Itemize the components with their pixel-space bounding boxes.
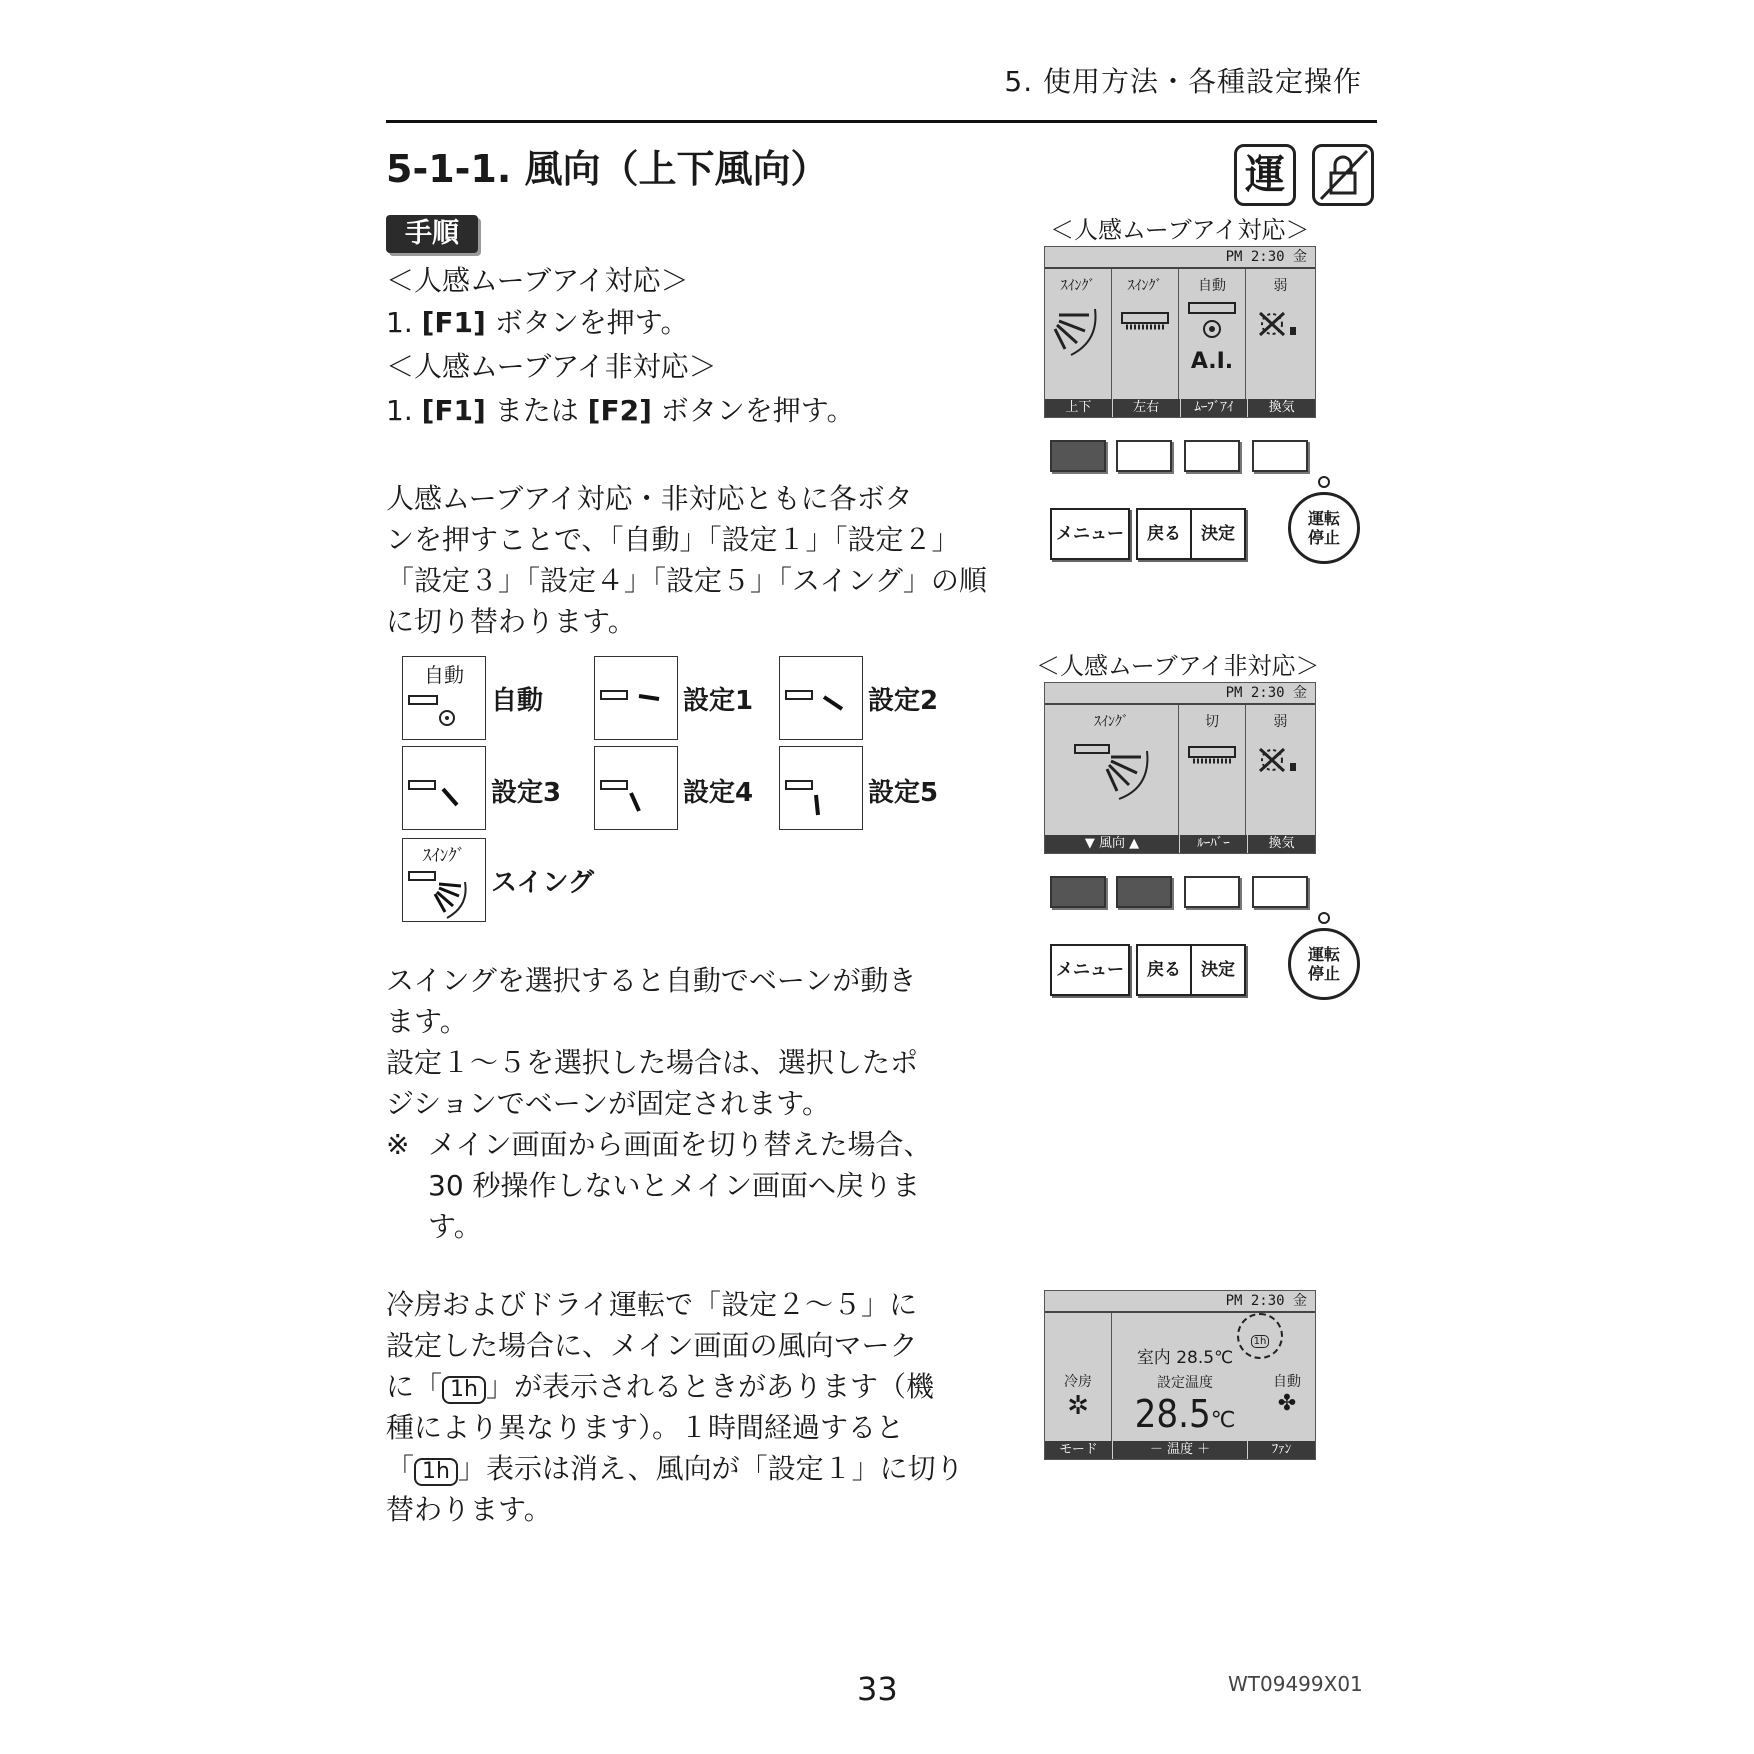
- icon-setting-3: [402, 746, 486, 830]
- label-swing: スイング: [491, 868, 594, 898]
- label-setting-5: 設定5: [868, 778, 939, 808]
- lcd-main-screen: [1044, 1290, 1316, 1460]
- text-line: 種により異なります）。１時間経過すると: [386, 1411, 905, 1444]
- screen1-caption: ＜人感ムーブアイ対応＞: [1050, 216, 1310, 244]
- key-f1: [F1]: [421, 394, 486, 427]
- run-stop-button[interactable]: 運転 停止: [1288, 492, 1360, 564]
- f4-button[interactable]: [1252, 440, 1308, 472]
- back-button[interactable]: 戻る: [1136, 508, 1192, 560]
- snowflake-icon: ✲: [1067, 1391, 1089, 1421]
- label-setting-1: 設定1: [683, 686, 754, 716]
- lcd-screen-standard: [1044, 682, 1316, 854]
- vane-setting-4-icon: [595, 747, 677, 829]
- icon-swing: [402, 838, 486, 922]
- 1h-badge: 1h: [442, 1376, 486, 1404]
- icon-auto: [402, 656, 486, 740]
- lcd-col: [1259, 1313, 1315, 1441]
- lcd-col: [1246, 269, 1315, 399]
- swing-icon: [1045, 295, 1111, 375]
- vane-setting-1-icon: [595, 657, 677, 739]
- f2-button[interactable]: [1116, 440, 1172, 472]
- lock-icon: [1315, 147, 1371, 203]
- lcd-col: [1179, 269, 1246, 399]
- fkey-label: ﾙｰﾊﾞｰ: [1180, 835, 1248, 853]
- page-number: 33: [857, 1670, 898, 1708]
- fkey-label: ﾌｧﾝ: [1271, 1442, 1292, 1457]
- f3-button[interactable]: [1184, 440, 1240, 472]
- fkey-label: モード: [1045, 1441, 1113, 1459]
- fan-label: 自動: [1273, 1374, 1301, 1390]
- f1-button[interactable]: [1050, 440, 1106, 472]
- step-1: [386, 302, 689, 343]
- key-f2: [F2]: [587, 394, 652, 427]
- icon-setting-5: [779, 746, 863, 830]
- text-line: に「 1h 」が表示されるときがあります（機: [386, 1370, 934, 1403]
- back-button[interactable]: 戻る: [1136, 944, 1192, 996]
- text-line: 冷房およびドライ運転で「設定２～５」に: [386, 1288, 918, 1321]
- paragraph-3: [386, 1284, 964, 1530]
- lcd-screen-move-eye: [1044, 246, 1316, 418]
- note: [386, 1124, 931, 1247]
- unlock-mode-icon: [1312, 144, 1374, 206]
- run-mode-icon: 運: [1234, 144, 1296, 206]
- run-indicator-icon: [1318, 912, 1330, 924]
- step-2: [386, 390, 855, 431]
- lcd-col: [1112, 269, 1179, 399]
- run-stop-button[interactable]: 運転 停止: [1288, 928, 1360, 1000]
- f1-button[interactable]: [1050, 876, 1106, 908]
- lcd-col: [1112, 1313, 1258, 1441]
- fkey-label: － 温度 ＋: [1113, 1441, 1248, 1459]
- text-line: ジションでベーンが固定されます。: [386, 1087, 830, 1120]
- text-line: 設定した場合に、メイン画面の風向マーク: [386, 1329, 918, 1362]
- clock: PM 2:30 金: [1045, 683, 1315, 705]
- 1h-badge: 1h: [1251, 1335, 1270, 1348]
- page-title: 5-1-1. 風向（上下風向）: [386, 147, 829, 191]
- text-line: 「設定３」「設定４」「設定５」「スイング」の順: [386, 564, 987, 597]
- text-line: メイン画面から画面を切り替えた場合、: [428, 1128, 932, 1161]
- box-label: ｽｲﾝｸﾞ: [422, 846, 466, 866]
- ok-button[interactable]: 決定: [1190, 508, 1246, 560]
- col-label: ｽｲﾝｸﾞ: [1127, 278, 1163, 294]
- set-temp: 28.5: [1134, 1392, 1211, 1436]
- text-line: ンを押すことで、「自動」「設定１」「設定２」: [386, 523, 960, 556]
- screen2-caption: ＜人感ムーブアイ非対応＞: [1036, 652, 1320, 680]
- section-header: 5. 使用方法・各種設定操作: [1004, 65, 1362, 98]
- step-text: または: [494, 394, 579, 427]
- room-temp: 室内 28.5℃: [1136, 1348, 1234, 1368]
- 1h-badge: 1h: [414, 1458, 458, 1486]
- text-line: スイングを選択すると自動でベーンが動き: [386, 964, 917, 997]
- function-bar: [1045, 399, 1315, 417]
- swing-vane-icon: [403, 866, 485, 922]
- clock: PM 2:30 金: [1045, 1291, 1315, 1313]
- paragraph-1: [386, 478, 987, 642]
- fkey-label: ﾑｰﾌﾞｱｲ: [1181, 399, 1249, 417]
- step-text: ボタンを押す。: [494, 306, 689, 339]
- f3-button[interactable]: [1184, 876, 1240, 908]
- ventilation-fan-icon: [1246, 731, 1312, 791]
- col-label: ｽｲﾝｸﾞ: [1094, 714, 1129, 730]
- fkey-label: 換気: [1268, 836, 1295, 851]
- move-eye-icon: [1179, 295, 1245, 345]
- f4-button[interactable]: [1252, 876, 1308, 908]
- label-setting-2: 設定2: [868, 686, 939, 716]
- icon-setting-4: [594, 746, 678, 830]
- label-setting-3: 設定3: [491, 778, 562, 808]
- step-number: 1.: [386, 306, 413, 339]
- text-line: 30 秒操作しないとメイン画面へ戻りま: [428, 1169, 920, 1202]
- text-line: す。: [428, 1210, 482, 1243]
- fkey-label: ▼ 風向 ▲: [1045, 835, 1180, 853]
- col-label: 弱: [1273, 278, 1288, 294]
- menu-button[interactable]: メニュー: [1050, 944, 1130, 996]
- temp-unit: ℃: [1210, 1408, 1236, 1433]
- fkey-label: 上下: [1045, 399, 1113, 417]
- note-mark: ※: [386, 1128, 410, 1161]
- fkey-label: 換気: [1268, 400, 1295, 415]
- key-f1: [F1]: [421, 306, 486, 339]
- col-label: 弱: [1273, 714, 1288, 730]
- step-number: 1.: [386, 394, 413, 427]
- label-auto: 自動: [491, 686, 544, 716]
- fan-icon: ✤: [1277, 1391, 1297, 1416]
- vane-setting-2-icon: [780, 657, 862, 739]
- lcd-col: [1045, 705, 1179, 835]
- box-label: 自動: [424, 663, 464, 687]
- section-label-2: ＜人感ムーブアイ非対応＞: [386, 350, 717, 383]
- ai-label: A.I.: [1190, 349, 1234, 374]
- menu-button[interactable]: メニュー: [1050, 508, 1130, 560]
- horizontal-swing-icon: [1112, 295, 1178, 375]
- text-line: に切り替わります。: [386, 605, 636, 638]
- clock: PM 2:30 金: [1045, 247, 1315, 269]
- text-line: 替わります。: [386, 1493, 552, 1526]
- f2-button[interactable]: [1116, 876, 1172, 908]
- lcd-col: [1045, 1313, 1112, 1441]
- mode-label: 冷房: [1064, 1374, 1092, 1390]
- step-text: ボタンを押す。: [660, 394, 855, 427]
- vane-setting-3-icon: [403, 747, 485, 829]
- function-bar: [1045, 1441, 1315, 1459]
- text-line: ます。: [386, 1005, 468, 1038]
- lcd-col: [1045, 269, 1112, 399]
- section-label-1: ＜人感ムーブアイ対応＞: [386, 264, 689, 297]
- lcd-col: [1246, 705, 1315, 835]
- swing-icon: [1045, 731, 1178, 821]
- text-line: 「 1h 」表示は消え、風向が「設定１」に切り: [386, 1452, 964, 1485]
- icon-setting-1: [594, 656, 678, 740]
- run-indicator-icon: [1318, 476, 1330, 488]
- paragraph-2: [386, 960, 918, 1124]
- procedure-badge: 手順: [386, 215, 478, 253]
- auto-vane-icon: [403, 688, 485, 738]
- vane-setting-5-icon: [780, 747, 862, 829]
- document-code: WT09499X01: [1228, 1672, 1363, 1696]
- icon-setting-2: [779, 656, 863, 740]
- set-temp-label: 設定温度: [1157, 1375, 1213, 1391]
- text-line: 人感ムーブアイ対応・非対応ともに各ボタ: [386, 482, 913, 515]
- text-line: 設定１～５を選択した場合は、選択したポ: [386, 1046, 919, 1079]
- lcd-col: [1179, 705, 1246, 835]
- function-bar: [1045, 835, 1315, 853]
- louver-icon: [1179, 731, 1245, 791]
- fkey-label: 左右: [1113, 399, 1181, 417]
- col-label: 切: [1205, 714, 1219, 730]
- ok-button[interactable]: 決定: [1190, 944, 1246, 996]
- col-label: 自動: [1198, 278, 1226, 294]
- label-setting-4: 設定4: [683, 778, 754, 808]
- col-label: ｽｲﾝｸﾞ: [1060, 278, 1096, 294]
- ventilation-fan-icon: [1246, 295, 1312, 355]
- header-rule: [386, 120, 1377, 123]
